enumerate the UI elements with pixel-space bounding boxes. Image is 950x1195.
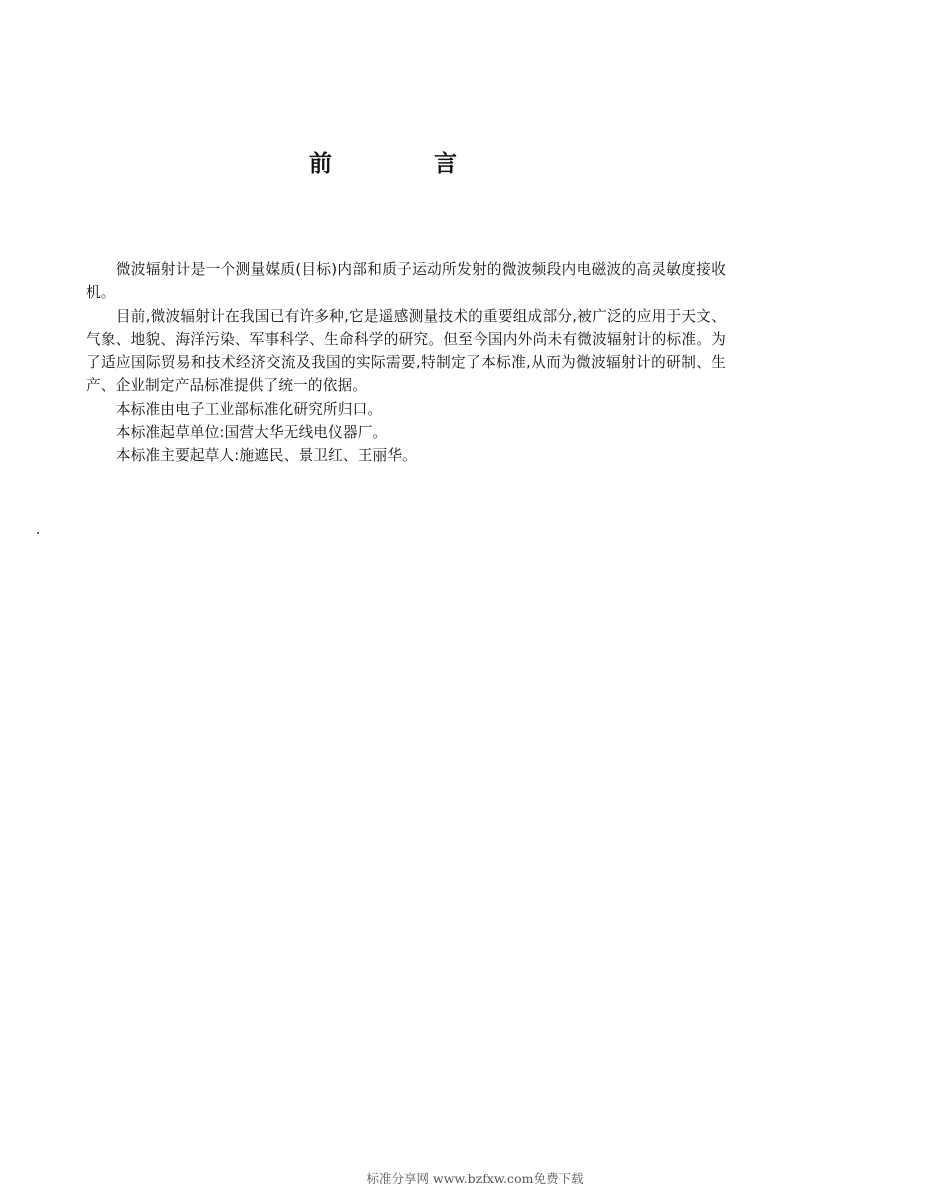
paragraph-drafting-unit: 本标准起草单位:国营大华无线电仪器厂。 <box>115 424 388 442</box>
heading-char-1: 前 <box>309 151 332 177</box>
paragraph-responsible-org: 本标准由电子工业部标准化研究所归口。 <box>115 400 383 418</box>
paragraph-drafters: 本标准主要起草人:施遮民、景卫红、王丽华。 <box>115 447 417 465</box>
footer-watermark: 标准分享网 www.bzfxw.com免费下载 <box>366 1171 584 1186</box>
section-heading <box>0 148 950 180</box>
foreword-body <box>86 258 726 468</box>
heading-char-2: 言 <box>434 151 457 177</box>
paragraph-definition: 微波辐射计是一个测量媒质(目标)内部和质子运动所发射的微波频段内电磁波的高灵敏度接收机。 <box>86 261 726 302</box>
paragraph-background: 目前,微波辐射计在我国已有许多种,它是遥感测量技术的重要组成部分,被广泛的应用于天文、气象、地貌、海洋污染、军事科学、生命科学的研究。但至今国内外尚未有微波辐射计的标准。为了适应国际贸易和技术经济交流及我国的实际需要,特制定了本标准,从而为微波辐射计的研制、生产、企业制定产品标准提供了统一的依据。 <box>86 307 726 395</box>
scan-artifact-dot <box>37 532 39 534</box>
